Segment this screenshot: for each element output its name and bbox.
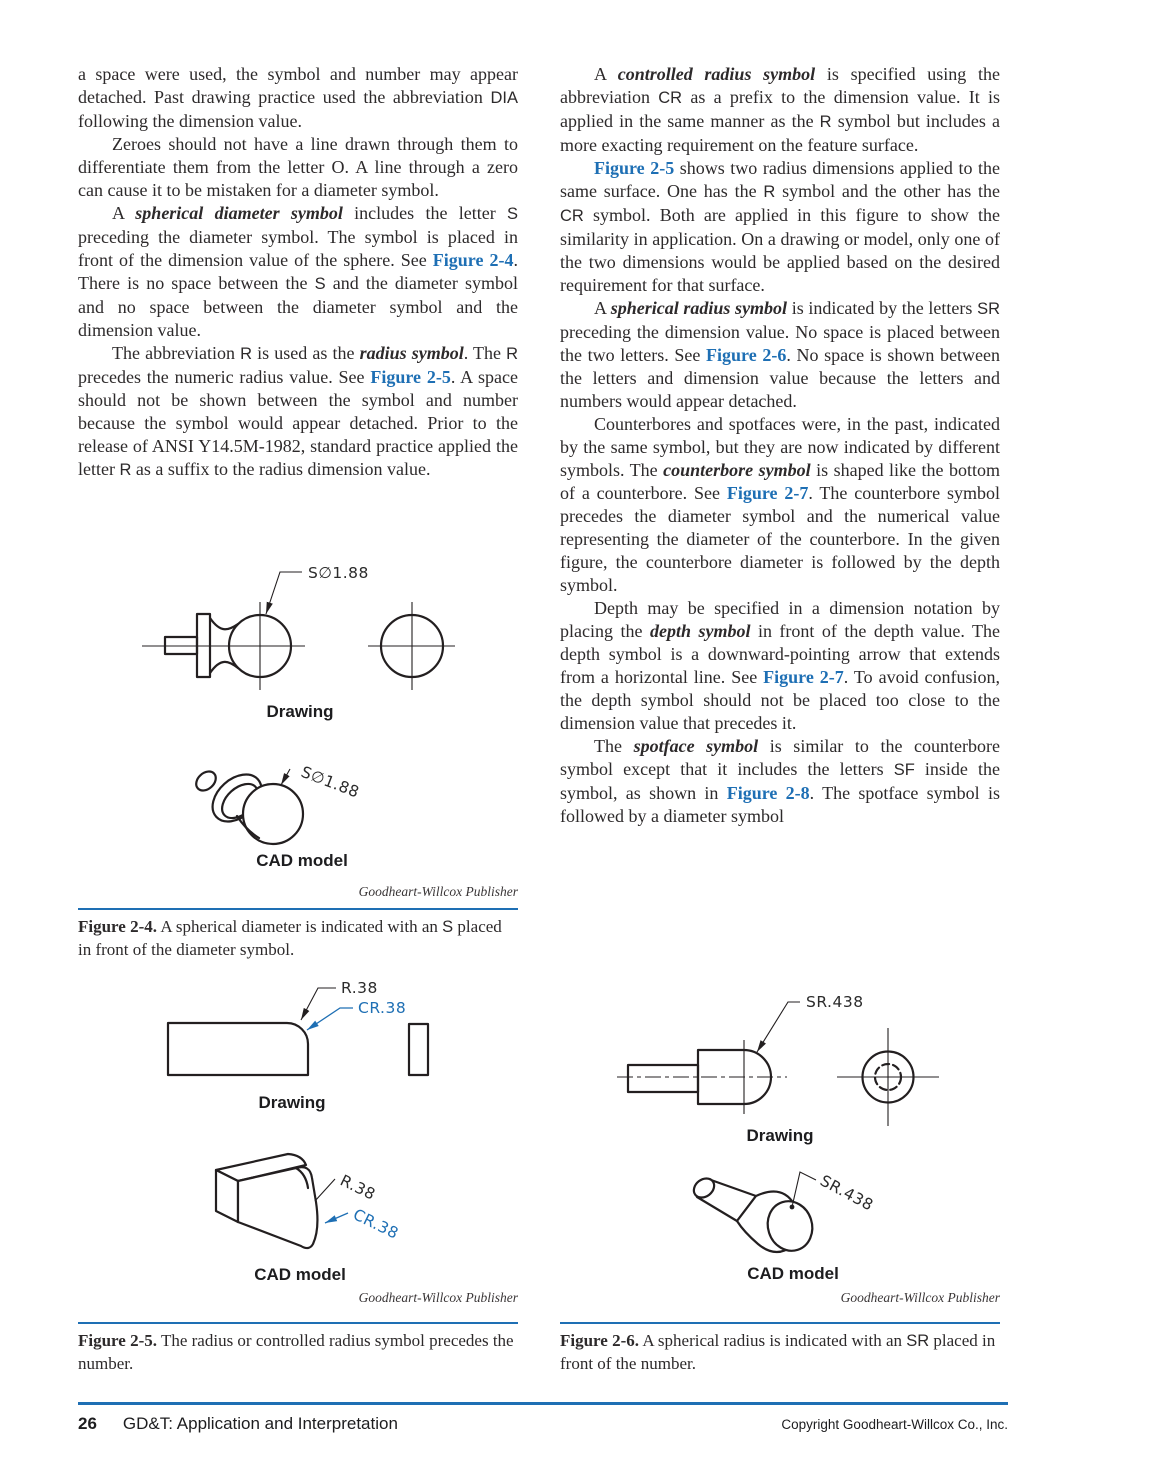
text-run: . The (463, 343, 507, 363)
text-run: R (819, 113, 832, 131)
text-run: The radius or controlled radius symbol precedes the number. (78, 1331, 514, 1373)
page-number: 26 (78, 1414, 97, 1433)
radius-label: R.38 (337, 1171, 379, 1204)
text-run: Figure 2-4. (78, 917, 158, 936)
text-run: following the dimension value. (78, 111, 302, 131)
leader-line (757, 1002, 800, 1052)
text-run: CR (560, 207, 584, 225)
text-run: . The spotface symbol is followed by a diameter symbol (560, 783, 1000, 826)
figure-reference: Figure 2-7 (726, 483, 809, 503)
spherical-radius-label: SR.438 (817, 1171, 877, 1215)
block-end-view (409, 1024, 428, 1075)
text-run: is used as the (252, 343, 360, 363)
fig24-front-view (142, 564, 369, 690)
text-run: is specified using the abbreviation (560, 64, 1000, 107)
text-run: preceding the dimension value. No space is placed between the two letters. See (560, 322, 1000, 365)
leader-line (266, 572, 302, 614)
text-run: placed in front of the number. (560, 1331, 996, 1373)
figure-2-6-art (560, 985, 1000, 1285)
controlled-radius-label: CR.38 (358, 999, 407, 1017)
text-run: R (240, 345, 253, 363)
figure-2-5-art (78, 975, 518, 1287)
sphere-3d (243, 784, 303, 844)
figure-2-6-caption (560, 1322, 1000, 1375)
text-run: . No space is shown between the letters and dimension value because the letters and numbers would appear detached. (560, 345, 1000, 411)
text-run: SR (906, 1332, 930, 1350)
text-run: is similar to the counterbore symbol except that it includes the letters (560, 736, 1000, 779)
text-run: The (594, 736, 634, 756)
figure-reference: Figure 2-8 (726, 783, 810, 803)
dimension-label: S∅1.88 (308, 564, 369, 582)
fig25-cad-view (216, 1154, 401, 1248)
fig26-front-view (617, 993, 864, 1114)
pin-shaft (628, 1065, 698, 1092)
sub-label-drawing: Drawing (258, 1093, 326, 1112)
paragraph (560, 597, 1000, 735)
text-run: symbol but includes a more exacting requirement on the feature surface. (560, 111, 1000, 155)
fig24-credit: Goodheart-Willcox Publisher (358, 884, 518, 899)
text-run: Depth may be specified in a dimension notation by placing the (560, 598, 1000, 641)
text-run: R (506, 345, 518, 363)
footer-left (78, 1414, 398, 1434)
figure-2-5-caption (78, 1322, 518, 1375)
text-run: preceding the diameter symbol. The symbol is placed in front of the dimension value of the sphere. See (78, 227, 518, 270)
sub-label-drawing: Drawing (266, 702, 334, 721)
right-column-text (560, 63, 1000, 968)
leader-line (281, 769, 290, 785)
fig26-credit: Goodheart-Willcox Publisher (840, 1290, 1000, 1305)
paragraph (78, 202, 518, 342)
text-run: depth symbol (649, 621, 751, 641)
figure-reference: Figure 2-7 (763, 667, 844, 687)
text-run: . A space should not be shown between the symbol and number because the symbol would appear detached. Prior to the release of ANSI Y14.5M-1982, standard practice applied the letter (78, 367, 518, 479)
text-run: in front of the depth value. The depth symbol is a downward-pointing arrow that extends from a horizontal line. See (560, 621, 1000, 687)
text-run: spherical radius symbol (610, 298, 788, 318)
text-run: includes the letter (342, 203, 507, 223)
text-run: inside the symbol, as shown in (560, 759, 1000, 803)
text-run: a space were used, the symbol and number may appear detached. Past drawing practice used the abbreviation (78, 64, 518, 107)
paragraph (78, 342, 518, 482)
spherical-radius-label: SR.438 (806, 993, 864, 1011)
text-run: Counterbores and spotfaces were, in the past, indicated by the same symbol, but they are now indicated by different symbols. The (560, 414, 1000, 480)
dimension-label: S∅1.88 (298, 762, 362, 802)
fig24-side-view (368, 602, 455, 690)
leader-line (301, 988, 336, 1020)
leader-line (315, 1179, 335, 1201)
text-run: symbol and the other has the (775, 181, 1000, 201)
text-run: spotface symbol (633, 736, 759, 756)
text-run: S (507, 205, 518, 223)
text-run: . To avoid confusion, the depth symbol should not be placed too close to the dimension value that precedes it. (560, 667, 1000, 733)
leader-line-blue (307, 1008, 353, 1030)
fig25-front-view (168, 979, 406, 1075)
text-run: Zeroes should not have a line drawn through them to differentiate them from the letter O. A line through a zero can cause it to be mistaken for a diameter symbol. (78, 134, 518, 200)
text-run: A (594, 64, 618, 84)
book-title: GD&T: Application and Interpretation (122, 1414, 398, 1433)
figure-2-4-caption (78, 908, 518, 961)
text-run: A (594, 298, 611, 318)
fig25-side-view (409, 1024, 428, 1075)
text-run: as a suffix to the radius dimension value. (131, 459, 431, 479)
text-run: SF (893, 761, 915, 779)
text-run: symbol. Both are applied in this figure to show the similarity in application. On a drawing or model, only one of the two dimensions would be applied based on the desired requirement for that surface. (560, 205, 1000, 295)
text-run: A spherical diameter is indicated with an (157, 917, 443, 936)
text-run: and the diameter symbol and no space between the diameter symbol and the dimension value. (78, 273, 518, 340)
paragraph (78, 133, 518, 202)
text-run: S (442, 918, 454, 936)
text-run: . There is no space between the (78, 250, 518, 293)
paragraph (560, 297, 1000, 413)
text-run: Figure 2-5. (78, 1331, 158, 1350)
neck-curve (210, 618, 238, 629)
fig26-side-view (837, 1028, 939, 1126)
paragraph (78, 63, 518, 133)
leader-line-blue (325, 1213, 348, 1223)
text-run: DIA (490, 89, 518, 107)
text-run: . The counterbore symbol precedes the diameter symbol and the numerical value representing the diameter of the counterbore. In the given figure, the counterbore diameter is followed by the depth symbol. (560, 483, 1000, 595)
radius-label: R.38 (341, 979, 378, 997)
text-run: precedes the numeric radius value. See (78, 367, 371, 387)
figure-reference: Figure 2-6 (706, 345, 787, 365)
sub-label-cad-model: CAD model (254, 1265, 346, 1284)
fig26-cad-view (690, 1172, 876, 1257)
text-run: radius symbol (359, 343, 464, 363)
left-column-text (78, 63, 518, 549)
text-run: A (112, 203, 136, 223)
text-run: A spherical radius is indicated with an (639, 1331, 907, 1350)
text-run: R (763, 183, 776, 201)
copyright-notice: Copyright Goodheart-Willcox Co., Inc. (781, 1417, 1008, 1432)
text-run: controlled radius symbol (617, 64, 816, 84)
figure-reference: Figure 2-5 (370, 367, 451, 387)
figure-reference: Figure 2-5 (594, 158, 675, 178)
fig25-credit: Goodheart-Willcox Publisher (358, 1290, 518, 1305)
text-run: S (314, 275, 326, 293)
sub-label-drawing: Drawing (746, 1126, 814, 1145)
text-run: R (119, 461, 132, 479)
sub-label-cad-model: CAD model (747, 1264, 839, 1283)
text-run: as a prefix to the dimension value. It is applied in the same manner as the (560, 87, 1000, 131)
fig24-cad-view (192, 763, 361, 844)
paragraph (560, 157, 1000, 297)
text-run: Figure 2-6. (560, 1331, 640, 1350)
text-run: spherical diameter symbol (135, 203, 343, 223)
figure-2-4-art (78, 552, 518, 884)
text-run: CR (658, 89, 683, 107)
stub-end (192, 768, 219, 795)
paragraph (560, 413, 1000, 597)
text-run: placed in front of the diameter symbol. (78, 917, 502, 959)
page-footer (78, 1402, 1008, 1434)
controlled-radius-label: CR.38 (350, 1205, 402, 1243)
paragraph (560, 735, 1000, 828)
text-run: The abbreviation (112, 343, 241, 363)
text-run: shows two radius dimensions applied to the same surface. One has the (560, 158, 1000, 201)
text-run: SR (977, 300, 1000, 318)
text-run: is indicated by the letters (787, 298, 978, 318)
sub-label-cad-model: CAD model (256, 851, 348, 870)
text-run: is shaped like the bottom of a counterbore. See (560, 460, 1000, 503)
paragraph (560, 63, 1000, 157)
rounded-block (168, 1023, 308, 1075)
figure-reference: Figure 2-4 (432, 250, 514, 270)
text-run: counterbore symbol (663, 460, 811, 480)
